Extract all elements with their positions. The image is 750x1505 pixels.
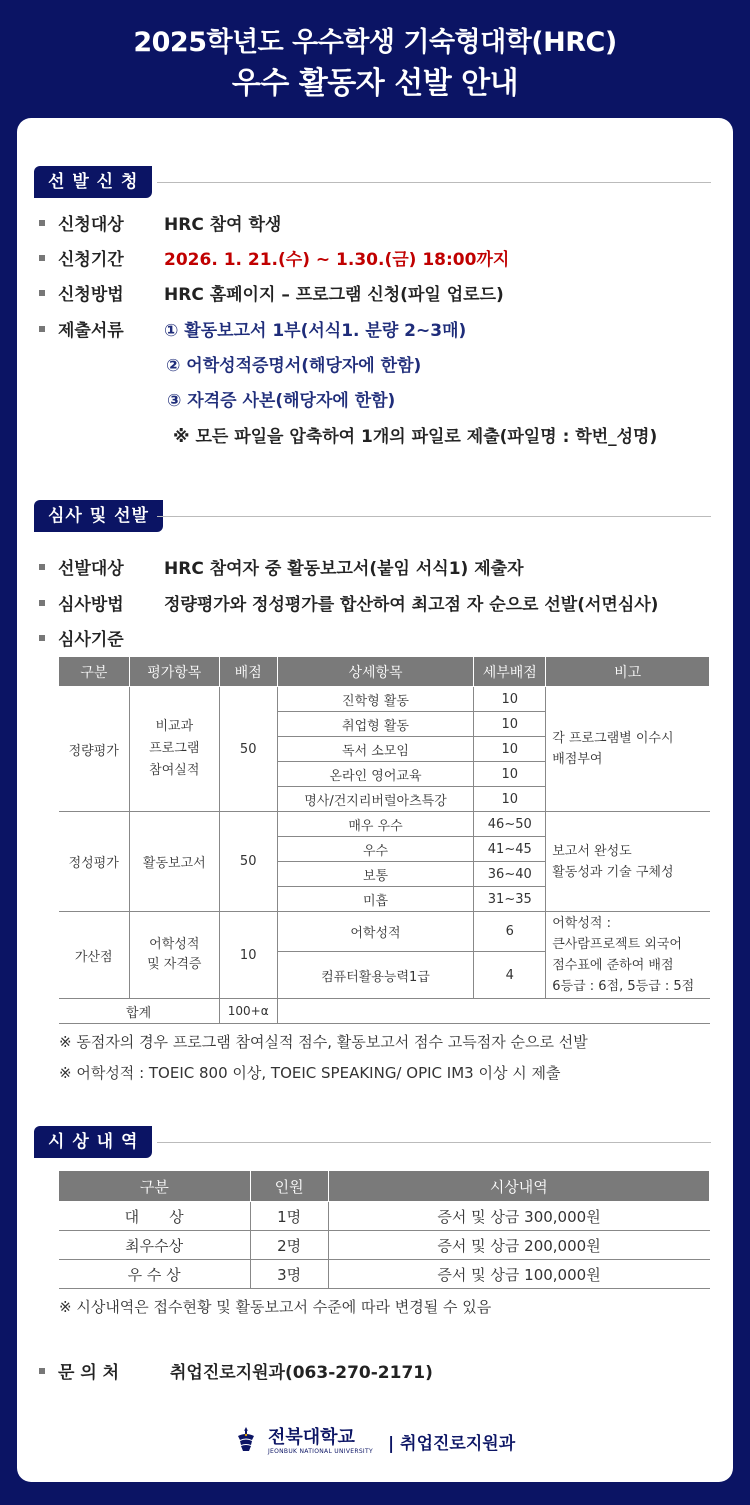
select-target-row: 선발대상 HRC 참여자 중 활동보고서(붙임 서식1) 제출자 [39, 554, 524, 579]
criteria-table [58, 656, 710, 1024]
apply-target-row: 신청대상 HRC 참여 학생 [39, 210, 281, 235]
bullet-icon [39, 1368, 45, 1374]
bullet-icon [39, 600, 45, 606]
language-score-note: ※ 어학성적 : TOEIC 800 이상, TOEIC SPEAKING/ OPIC IM3 이상 시 제출 [59, 1064, 561, 1082]
department-name: | 취업진로지원과 [388, 1433, 516, 1454]
title-line-2: 우수 활동자 선발 안내 [231, 66, 519, 101]
table-header-row: 구분 평가항목 배점 상세항목 세부배점 비고 [59, 657, 710, 687]
page-header [0, 0, 750, 118]
table-row: 최우수상 2명 증서 및 상금 200,000원 [59, 1231, 710, 1260]
awards-note: ※ 시상내역은 접수현황 및 활동보고서 수준에 따라 변경될 수 있음 [59, 1298, 492, 1316]
submit-doc-3: ③ 자격증 사본(해당자에 한함) [167, 391, 396, 411]
table-row: 가산점 어학성적 및 자격증 10 어학성적 6 어학성적 : 큰사람프로젝트 외국어 점수표에 준하여 배점 6등급 : 6점, 5등급 : 5점 [59, 912, 710, 952]
tie-break-note: ※ 동점자의 경우 프로그램 참여실적 점수, 활동보고서 점수 고득점자 순으로 선발 [59, 1033, 588, 1051]
table-row: 미흡 31~35 [59, 887, 710, 912]
table-row: 우 수 상 3명 증서 및 상금 100,000원 [59, 1260, 710, 1289]
apply-method-row: 신청방법 HRC 홈페이지 – 프로그램 신청(파일 업로드) [39, 280, 504, 305]
bullet-icon [39, 255, 45, 261]
awards-table [58, 1170, 710, 1289]
bullet-icon [39, 326, 45, 332]
table-row: 명사/건지리버럴아츠특강 10 [59, 787, 710, 812]
section-badge-review: 심사 및 선발 [34, 500, 163, 532]
table-header-row: 구분 인원 시상내역 [59, 1171, 710, 1202]
table-row: 컴퓨터활용능력1급 4 [59, 952, 710, 999]
table-row: 대 상 1명 증서 및 상금 300,000원 [59, 1202, 710, 1231]
section-divider [157, 182, 711, 183]
review-method-row: 심사방법 정량평가와 정성평가를 합산하여 최고점 자 순으로 선발(서면심사) [39, 590, 658, 615]
bullet-icon [39, 290, 45, 296]
table-total-row: 합계 100+α [59, 999, 710, 1024]
review-criteria-row: 심사기준 [39, 625, 164, 650]
university-name: 전북대학교 JEONBUK NATIONAL UNIVERSITY [267, 1426, 373, 1455]
section-divider [157, 1142, 711, 1143]
submit-doc-2: ② 어학성적증명서(해당자에 한함) [166, 356, 422, 376]
section-badge-awards: 시 상 내 역 [34, 1126, 152, 1158]
table-row: 독서 소모임 10 [59, 737, 710, 762]
section-divider [157, 516, 711, 517]
bullet-icon [39, 220, 45, 226]
table-row: 취업형 활동 10 [59, 712, 710, 737]
apply-period-row: 신청기간 2026. 1. 21.(수) ~ 1.30.(금) 18:00까지 [39, 245, 509, 270]
bullet-icon [39, 635, 45, 641]
table-row: 정량평가 비교과 프로그램 참여실적 50 진학형 활동 10 각 프로그램별 이수시 배점부여 [59, 687, 710, 712]
contact-row: 문 의 처 취업진로지원과(063-270-2171) [39, 1358, 433, 1383]
title-line-1: 2025학년도 우수학생 기숙형대학(HRC) [133, 27, 617, 58]
table-row: 정성평가 활동보고서 50 매우 우수 46~50 보고서 완성도 활동성과 기술 구체성 [59, 812, 710, 837]
bullet-icon [39, 564, 45, 570]
section-badge-apply: 선 발 신 청 [34, 166, 152, 198]
submit-docs-row: 제출서류 ① 활동보고서 1부(서식1. 분량 2~3매) [39, 316, 466, 341]
table-row: 보통 36~40 [59, 862, 710, 887]
footer [17, 1426, 733, 1456]
table-row: 우수 41~45 [59, 837, 710, 862]
table-row: 온라인 영어교육 10 [59, 762, 710, 787]
university-emblem-icon [235, 1426, 257, 1456]
submit-docs-note: ※ 모든 파일을 압축하여 1개의 파일로 제출(파일명 : 학번_성명) [173, 427, 658, 447]
content-card [17, 118, 733, 1482]
